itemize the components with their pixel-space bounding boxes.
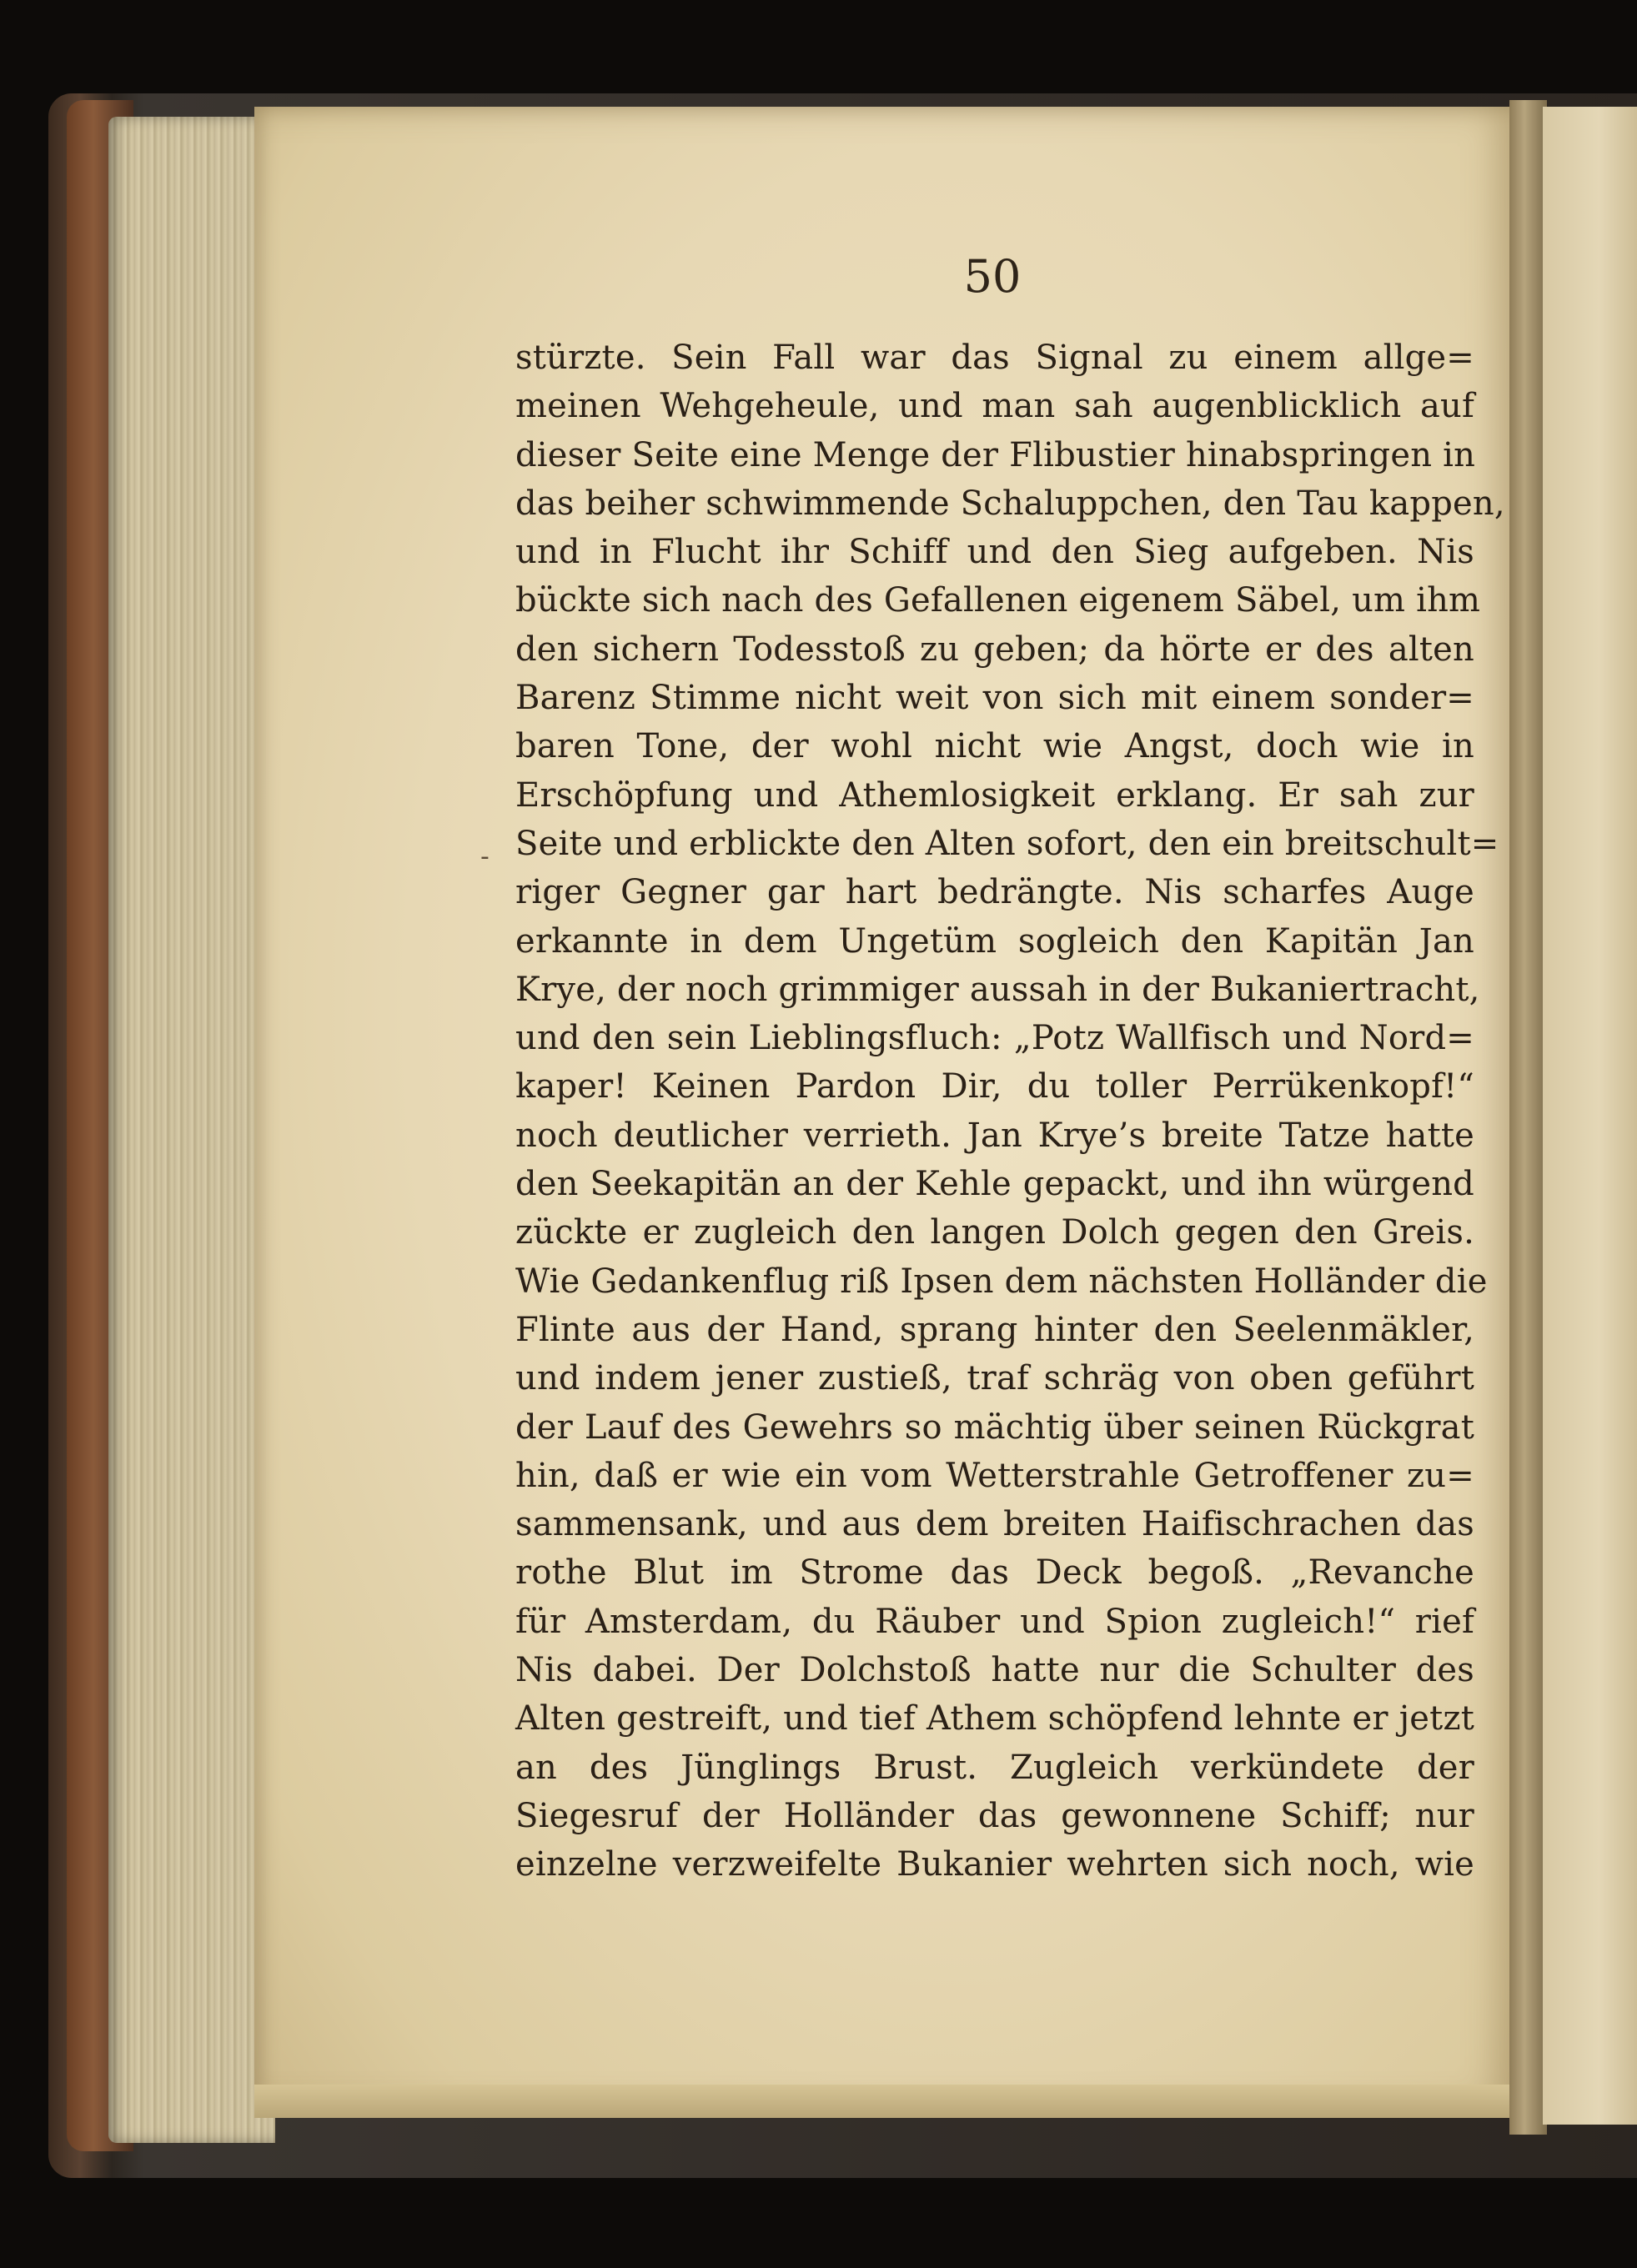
text-line: erkannte in dem Ungetüm sogleich den Kapitän Jan [515,921,1474,961]
text-line: Erschöpfung und Athemlosigkeit erklang. Er sah zur [515,775,1474,815]
text-line: bückte sich nach des Gefallenen eigenem Säbel, um ihm [515,581,1481,620]
text-line: riger Gegner gar hart bedrängte. Nis scharfes Auge [515,873,1474,912]
text-line: Alten gestreift, und tief Athem schöpfend lehnte er jetzt [515,1699,1474,1739]
page-edges-stack [108,117,275,2143]
text-line: Barenz Stimme nicht weit von sich mit einem sonder= [515,679,1474,718]
text-line: Siegesruf der Holländer das gewonnene Schiff; nur [515,1796,1474,1835]
text-line: baren Tone, der wohl nicht wie Angst, doch wie in [515,727,1474,766]
text-line: das beiher schwimmende Schaluppchen, den Tau kappen, [515,484,1505,523]
text-line: dieser Seite eine Menge der Flibustier hinabspringen in [515,435,1476,474]
text-line: den sichern Todesstoß zu geben; da hörte er des alten [515,630,1474,669]
text-line: Flinte aus der Hand, sprang hinter den Seelenmäkler, [515,1310,1474,1349]
page-text [515,334,1505,1889]
book-gutter [1509,100,1547,2135]
text-line: meinen Wehgeheule, und man sah augenblicklich auf [515,387,1474,426]
text-line: stürzte. Sein Fall war das Signal zu einem allge= [515,339,1474,377]
text-line: rothe Blut im Strome das Deck begoß. „Revanche [515,1553,1474,1593]
text-line: der Lauf des Gewehrs so mächtig über seinen Rückgrat [515,1407,1474,1447]
text-line: und in Flucht ihr Schiff und den Sieg aufgeben. Nis [515,533,1474,572]
text-line: und den sein Lieblingsfluch: „Potz Wallfisch und Nord= [515,1019,1474,1058]
text-line: hin, daß er wie ein vom Wetterstrahle Getroffener zu= [515,1456,1474,1495]
margin-mark: - [480,842,490,871]
page-number: 50 [963,250,1022,303]
page-bottom-edge [254,2085,1522,2118]
text-line: und indem jener zustieß, traf schräg von oben geführt [515,1359,1474,1398]
facing-page [1543,107,1637,2125]
text-line: zückte er zugleich den langen Dolch gegen den Greis. [515,1213,1474,1252]
text-line: Seite und erblickte den Alten sofort, den ein breitschult= [515,824,1499,863]
text-line: an des Jünglings Brust. Zugleich verkündete der [515,1748,1474,1787]
text-line: Nis dabei. Der Dolchstoß hatte nur die Schulter des [515,1651,1474,1690]
text-line: sammensank, und aus dem breiten Haifischrachen das [515,1505,1474,1544]
text-line: kaper! Keinen Pardon Dir, du toller Perrükenkopf!“ [515,1067,1474,1106]
text-line: noch deutlicher verrieth. Jan Krye’s breite Tatze hatte [515,1116,1474,1155]
text-line: Krye, der noch grimmiger aussah in der Bukaniertracht, [515,970,1480,1009]
text-line: den Seekapitän an der Kehle gepackt, und ihn würgend [515,1165,1474,1204]
text-line: Wie Gedankenflug riß Ipsen dem nächsten Holländer die [515,1262,1488,1301]
text-line: einzelne verzweifelte Bukanier wehrten sich noch, wie [515,1845,1474,1884]
text-line: für Amsterdam, du Räuber und Spion zugleich!“ rief [515,1602,1474,1641]
